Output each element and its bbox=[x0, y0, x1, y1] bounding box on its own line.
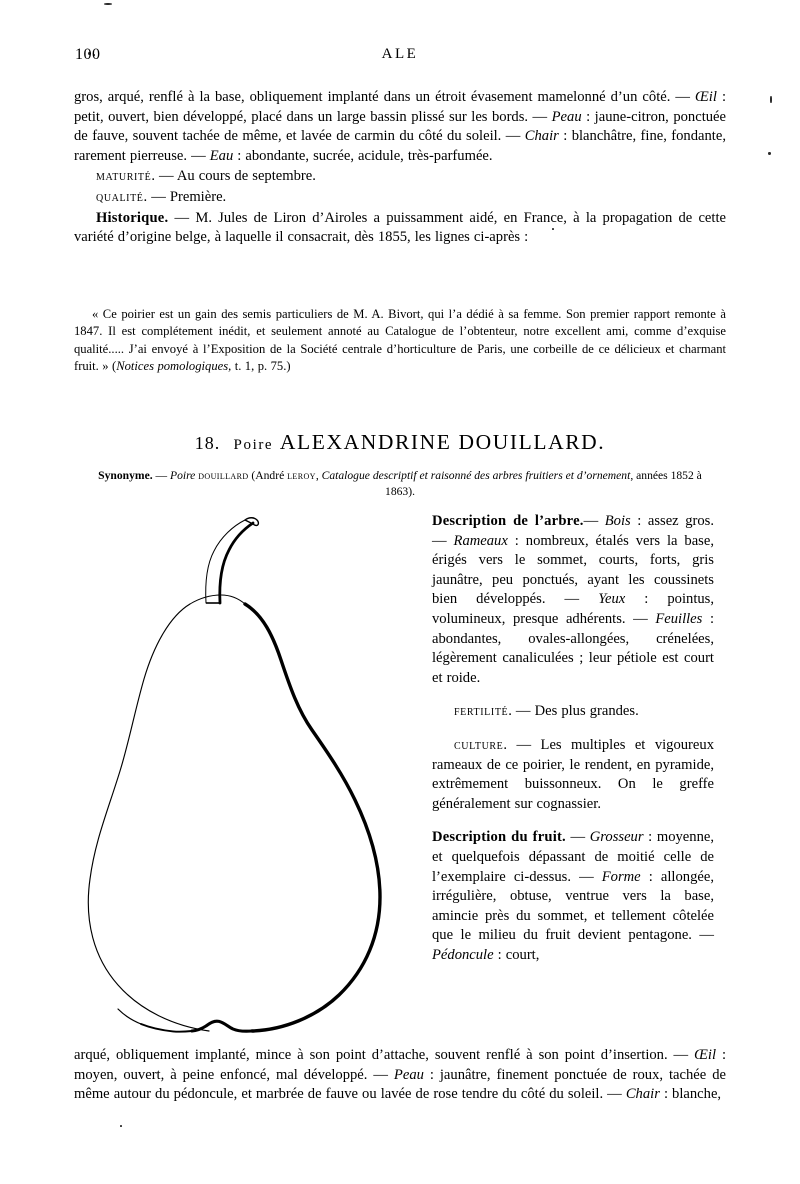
text-run: . — Des plus grandes. bbox=[508, 703, 639, 720]
paragraph-historique bbox=[74, 209, 726, 248]
label-maturite: maturité bbox=[96, 168, 152, 185]
text-run: : nombreux, étalés vers la base, érigés vers le sommet, courts, forts, gris jaunâtre, peu ponctués, ayant les coussinets bien développés. — bbox=[432, 532, 714, 608]
term-rameaux: Rameaux bbox=[453, 532, 508, 549]
paragraph-description-fruit bbox=[432, 828, 714, 965]
term-peau: Peau bbox=[393, 1066, 424, 1083]
article-number: 18. bbox=[194, 433, 221, 453]
term-pedoncule: Pédoncule bbox=[432, 946, 494, 963]
synonym-poire: Poire bbox=[170, 469, 196, 482]
term-eau: Eau bbox=[209, 147, 234, 164]
article-cultivar-name: ALEXANDRINE DOUILLARD. bbox=[279, 430, 606, 454]
label-description-arbre: Description de l’arbre. bbox=[432, 513, 584, 529]
text-run: gros, arqué, renflé à la base, obliquement implanté dans un étroit évasement mamelonné d’un côté. — bbox=[74, 89, 696, 105]
text-run: — bbox=[583, 513, 605, 529]
text-run: : jaunâtre, finement ponctuée de roux, tachée de même autour du pédoncule, et marbrée de fauve ou lavée de rose tendre du côté du soleil. — bbox=[74, 1066, 726, 1103]
text-run: . — Au cours de septembre. bbox=[151, 168, 316, 185]
label-culture: culture bbox=[454, 736, 504, 753]
text-run: : assez gros. — bbox=[432, 513, 714, 549]
text-run: : abondantes, ovales-allongées, crénelées, légèrement canaliculées ; leur pétiole est court et roide. bbox=[432, 610, 714, 686]
scan-speckle bbox=[120, 1125, 122, 1127]
text-run: : blanche, bbox=[659, 1086, 722, 1103]
term-forme: Forme bbox=[601, 868, 641, 885]
paragraph-maturite bbox=[74, 167, 726, 187]
text-run: « Ce poirier est un gain des semis particuliers de M. A. Bivort, qui l’a dédié à sa femme. Son premier rapport remonte à 1847. Il est complétement inédit, et seulement annoté au Catalogue de l’obtenteur, notre excellent ami, comme d’exquise qualité..... J’ai envoyé à l’Exposition de la Société centrale d’horticulture de Paris, une corbeille de ce délicieux et charmant fruit. » ( bbox=[74, 307, 726, 374]
article-heading bbox=[74, 430, 726, 455]
text-run: : allongée, irrégulière, obtuse, ventrue vers la base, amincie près du sommet, et tellement côtelée que le milieu du fruit devient pentagone. — bbox=[432, 868, 714, 944]
top-text-block bbox=[74, 88, 726, 248]
term-chair: Chair bbox=[625, 1086, 660, 1103]
term-chair: Chair bbox=[524, 128, 559, 145]
text-run: : jaune-citron, ponctuée de fauve, souvent tachée de même, et lavée de carmin du côté du soleil. — bbox=[74, 108, 726, 145]
text-run: (André bbox=[248, 469, 288, 482]
term-bois: Bois bbox=[604, 513, 631, 529]
text-run: : blanchâtre, fine, fondante, rarement pierreuse. — bbox=[74, 128, 726, 164]
pear-engraving-icon bbox=[78, 503, 414, 1048]
term-feuilles: Feuilles bbox=[655, 610, 703, 627]
bottom-text-block bbox=[74, 1046, 726, 1105]
text-run: : petit, ouvert, bien développé, placé dans un large bassin plissé sur les bords. — bbox=[74, 89, 727, 125]
quotation-text bbox=[74, 306, 726, 376]
term-grosseur: Grosseur bbox=[589, 829, 644, 846]
label-description-fruit: Description du fruit. bbox=[432, 829, 566, 846]
text-run: . — Les multiples et vigoureux rameaux de ce poirier, le rendent, en pyramide, extrêmement buissonneux. On le greffe généralement sur cognassier. bbox=[432, 736, 714, 812]
text-run: , bbox=[315, 469, 322, 482]
work-title: Catalogue descriptif et raisonné des arbres fruitiers et d’ornement bbox=[321, 469, 631, 482]
term-peau: Peau bbox=[551, 108, 582, 125]
text-run: : moyenne, et quelquefois dépassant de moitié celle de l’exemplaire ci-dessus. — bbox=[432, 829, 714, 885]
running-head-title: ALE bbox=[381, 46, 419, 62]
synonym-name: douillard bbox=[198, 469, 249, 482]
pear-illustration bbox=[78, 503, 414, 1048]
synonym-note bbox=[96, 468, 704, 500]
text-run: : pointus, volumineux, presque adhérents. — bbox=[432, 591, 715, 627]
paragraph-culture bbox=[432, 736, 714, 814]
term-oeil: Œil bbox=[694, 1047, 716, 1063]
label-synonyme: Synonyme. bbox=[98, 469, 153, 482]
scan-speckle bbox=[104, 3, 112, 5]
term-oeil: Œil bbox=[695, 89, 717, 105]
text-run: . — Première. bbox=[143, 188, 227, 205]
citation-source: Notices pomologiques, bbox=[116, 359, 232, 374]
right-column-text bbox=[432, 512, 714, 965]
paragraph-fruit-continuation bbox=[74, 1046, 726, 1105]
text-run: — bbox=[565, 829, 590, 846]
running-head bbox=[75, 46, 725, 68]
label-historique: Historique. bbox=[96, 209, 169, 226]
scan-speckle bbox=[768, 152, 771, 155]
author-name: leroy bbox=[287, 469, 316, 482]
text-run: arqué, obliquement implanté, mince à son point d’attache, souvent renflé à son point d’insertion. — bbox=[74, 1047, 695, 1063]
text-run: — bbox=[152, 469, 170, 482]
paragraph-description-arbre bbox=[432, 512, 714, 688]
text-run: — M. Jules de Liron d’Airoles a puissamment aidé, en France, à la propagation de cette variété d’origine belge, à laquelle il consacrait, dès 1855, les lignes ci-après : bbox=[74, 209, 726, 246]
paragraph-fertilite bbox=[432, 702, 714, 722]
text-run: : abondante, sucrée, acidule, très-parfumée. bbox=[233, 147, 493, 164]
text-run: : court, bbox=[493, 946, 540, 963]
article-kind: Poire bbox=[233, 437, 274, 453]
scan-speckle bbox=[770, 96, 772, 103]
paragraph-fruit-continued bbox=[74, 88, 726, 166]
block-quotation bbox=[74, 306, 726, 376]
label-qualite: qualité bbox=[96, 188, 144, 205]
page-number: 100 bbox=[75, 46, 101, 63]
term-yeux: Yeux bbox=[598, 591, 626, 608]
text-run: : moyen, ouvert, à peine enfoncé, mal développé. — bbox=[74, 1047, 727, 1083]
label-fertilite: fertilité bbox=[454, 703, 509, 720]
paragraph-qualite bbox=[74, 188, 726, 208]
citation-locator: t. 1, p. 75.) bbox=[231, 359, 291, 374]
work-years: , années 1852 à 1863). bbox=[385, 469, 702, 498]
